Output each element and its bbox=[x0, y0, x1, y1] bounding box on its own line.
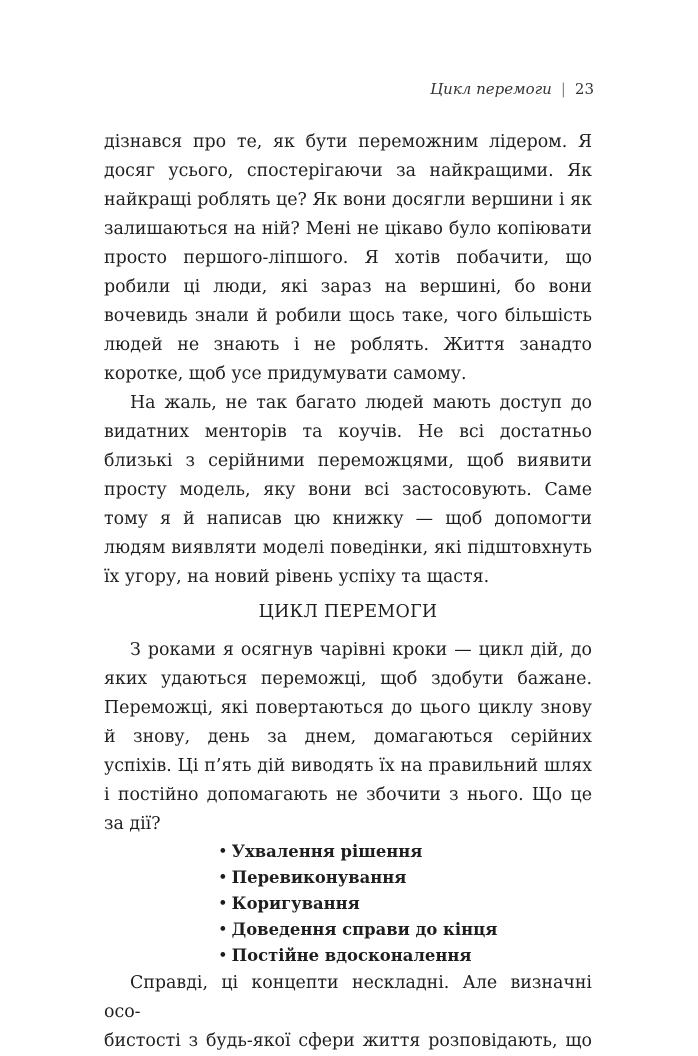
bullet-marker: • bbox=[218, 920, 228, 939]
chapter-title: Цикл перемоги bbox=[430, 80, 552, 98]
paragraph-3: З роками я осягнув чарівні кроки — цикл дій, до яких удаються переможці, щоб здобути бажане. Переможці, які повертаються до цього циклу знову й знову, день за днем, домагаються серійних успіхів. Ці п’ять дій виводять їх на правильний шлях і постійно допомагають не збочити з нього. Що це за дії? bbox=[104, 640, 592, 834]
step-label: Коригування bbox=[231, 894, 360, 913]
step-label: Перевиконування bbox=[231, 868, 407, 887]
bullet-marker: • bbox=[218, 946, 228, 965]
bullet-marker: • bbox=[218, 894, 228, 913]
list-item bbox=[218, 917, 592, 943]
list-item bbox=[218, 839, 592, 865]
list-item bbox=[218, 891, 592, 917]
list-item bbox=[218, 943, 592, 969]
step-label: Доведення справи до кінця bbox=[231, 920, 498, 939]
paragraph-4-line-1: Справді, ці концепти нескладні. Але визначні осо- bbox=[104, 973, 592, 1022]
running-head bbox=[430, 80, 594, 98]
paragraph-4-line-2: бистості з будь-якої сфери життя розповідають, що bbox=[104, 1031, 592, 1051]
page-body bbox=[104, 128, 592, 1056]
bullet-marker: • bbox=[218, 868, 228, 887]
section-heading: ЦИКЛ ПЕРЕМОГИ bbox=[258, 602, 438, 622]
bullet-marker: • bbox=[218, 842, 228, 861]
step-label: Постійне вдосконалення bbox=[231, 946, 472, 965]
paragraph-2: На жаль, не так багато людей мають доступ до видатних менторів та коучів. Не всі достатньо близькі з серійними переможцями, щоб виявити просту модель, яку вони всі застосовують. Саме тому я й написав цю книжку — щоб допомогти людям виявляти моделі поведінки, які підштовхнуть їх угору, на новий рівень успіху та щастя. bbox=[104, 393, 592, 587]
steps-list bbox=[104, 839, 592, 969]
header-separator: | bbox=[560, 80, 566, 98]
paragraph-1: дізнався про те, як бути переможним лідером. Я досяг усього, спостерігаючи за найкращими. Як найкращі роблять це? Як вони досягли вершини і як залишаються на ній? Мені не цікаво було копіювати просто першого-ліпшого. Я хотів побачити, що робили ці люди, які зараз на вершині, бо вони вочевидь знали й робили щось таке, чого більшість людей не знають і не роблять. Життя занадто коротке, щоб усе придумувати самому. bbox=[104, 132, 592, 384]
page-number: 23 bbox=[574, 80, 594, 98]
list-item bbox=[218, 865, 592, 891]
step-label: Ухвалення рішення bbox=[231, 842, 423, 861]
